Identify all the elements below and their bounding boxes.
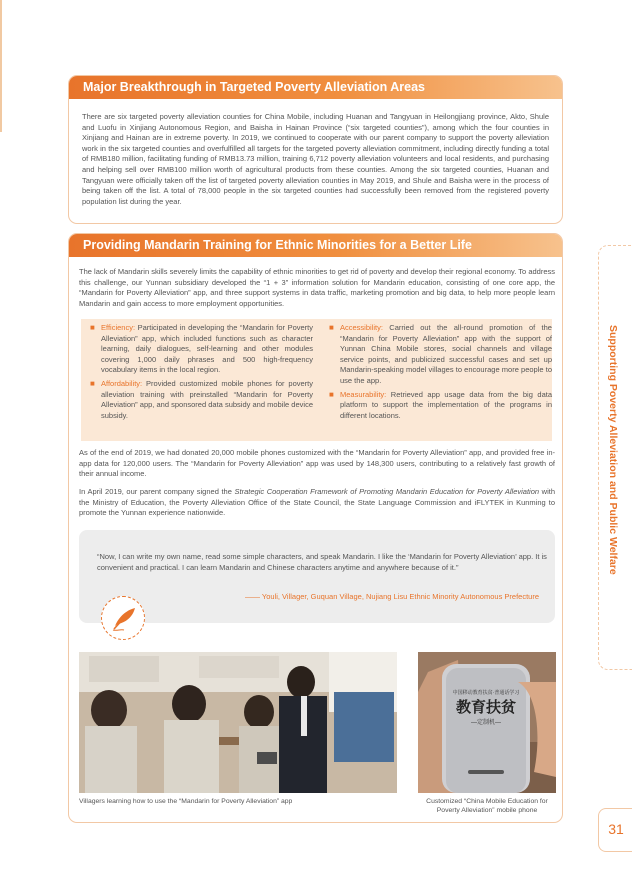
bullet-measurability (328, 390, 552, 422)
page-number-tab (598, 808, 632, 852)
bullet-column-right (328, 323, 552, 424)
framework-title: Strategic Cooperation Framework of Promoting Mandarin Education for Poverty Alleviation (234, 487, 540, 496)
bullet-dot-icon: ■ (329, 323, 334, 332)
section-title: Providing Mandarin Training for Ethnic Minorities for a Better Life (83, 238, 472, 252)
phone-label-big: 教育扶贫 (455, 699, 517, 716)
photo-caption: Customized “China Mobile Education for Poverty Alleviation” mobile phone (426, 798, 548, 814)
section-intro: The lack of Mandarin skills severely limits the capability of ethnic minorities to get rid of poverty and develop their regional economy. To address this challenge, our Yunnan subsidiary developed the “1 + 3” information solution for Mandarin education, consisting of one core app, the “Mandarin for Poverty Alleviation” app, and three support systems in data traffic, marketing promotion and big data, to help more people learn Mandarin and gain access to more employment opportunities. (79, 267, 555, 308)
bullet-text: Carried out the all-round promotion of the “Mandarin for Poverty Alleviation” app with the support of Yunnan China Mobile stores, social channels and village service points, and publicized successful cases and set up Mandarin-speaking model villages to encourage more people to use the app. (340, 323, 552, 385)
paragraph-donations: As of the end of 2019, we had donated 20,000 mobile phones customized with the “Mandarin for Poverty Alleviation” app, and provided free in-app data for 120,000 users. The “Mandarin for Poverty Alleviation” app was used by 148,300 users, contributing to a relatively fast growth of their annual income. (79, 448, 555, 479)
paragraph-text: with the Ministry of Education, the Poverty Alleviation Office of the State Council, the State Language Commission and iFLYTEK in Kunming to promote the Yunnan experience nationwide. (79, 487, 556, 518)
paragraph-text: In April 2019, our parent company signed the (79, 487, 235, 496)
bullet-key: Accessibility: (340, 323, 383, 332)
quote-box (79, 530, 555, 623)
bullet-dot-icon: ■ (90, 378, 95, 388)
section-title: Major Breakthrough in Targeted Poverty Alleviation Areas (83, 80, 425, 94)
villagers-photo (79, 652, 397, 793)
bullet-dot-icon: ■ (90, 323, 95, 332)
bullet-column-left (89, 323, 313, 424)
chapter-title: Supporting Poverty Alleviation and Public Welfare (607, 325, 619, 575)
quote-attribution: —— Youli, Villager, Guquan Village, Nujiang Lisu Ethnic Minority Autonomous Prefecture (244, 592, 539, 601)
bullet-affordability (89, 379, 313, 421)
photo-caption: Villagers learning how to use the “Mandarin for Poverty Alleviation” app (79, 798, 293, 805)
bullet-key: Measurability: (340, 389, 387, 399)
bullet-text: Participated in developing the “Mandarin for Poverty Alleviation” app, which included functions such as character learning, daily dialogues, self-learning and other modules covering 1,000 daily phrases and 500 high-frequency vocabulary items in the local region. (101, 323, 313, 375)
phone-label-small: 中国移动教育扶贫·普通话学习 (452, 690, 520, 696)
bullet-accessibility (328, 323, 552, 387)
phone-photo (418, 652, 556, 793)
section-mandarin-training (68, 233, 563, 823)
bullet-key: Affordability: (101, 378, 143, 388)
chapter-title-vertical (599, 325, 629, 635)
section-header-band (69, 76, 562, 99)
bullet-text: Retrieved app usage data from the big data platform to support the implementation of the programs in different locations. (340, 389, 552, 420)
phone-label-sub: —定制机— (470, 720, 502, 726)
section-targeted-poverty (68, 75, 563, 224)
left-margin-mark (0, 0, 2, 132)
bullet-dot-icon: ■ (329, 389, 334, 399)
bullet-key: Efficiency: (101, 323, 136, 332)
page-number: 31 (608, 821, 624, 837)
quote-text: “Now, I can write my own name, read some simple characters, and speak Mandarin. I like the ‘Mandarin for Poverty Alleviation’ app. It is convenient and practical. I can learn Mandarin and Chinese characters anytime and anywhere because of it.” (97, 552, 547, 572)
paragraph-framework (79, 487, 555, 519)
section-header-band (69, 234, 562, 257)
quill-pen-icon (101, 596, 145, 640)
bullet-efficiency (89, 323, 313, 376)
section-body: There are six targeted poverty alleviation counties for China Mobile, including Huanan and Tangyuan in Heilongjiang province, Akto, Shule and Luofu in Xinjiang Autonomous Region, and Baisha in Hainan Province (“six targeted counties”), among which the four counties in Xinjiang and Hainan are in extreme poverty. In 2019, we continued to cooperate with our parent company to support the poverty alleviation work in the six targeted counties and overfulfilled all targets for the targeted poverty alleviation commitment, including directly funding a total of RMB180 million, facilitating funding of RMB13.73 million, training 6,712 poverty alleviation volunteers and local residents, and purchasing and helping sell over RMB100 million worth of agricultural products from these counties. Among the six targeted counties, Huanan and Tangyuan were officially taken off the list of targeted poverty alleviation counties in May 2019, and Shule and Baisha were in the process of being taken off the list. A total of 78,000 people in the six targeted counties had successfully been removed from the registered poverty population list during the year. (82, 112, 549, 206)
bullet-text: Provided customized mobile phones for poverty alleviation training with preinstalled “Mandarin for Poverty Alleviation” app, and sponsored data subsidy and mobile device subsidy. (101, 378, 314, 420)
